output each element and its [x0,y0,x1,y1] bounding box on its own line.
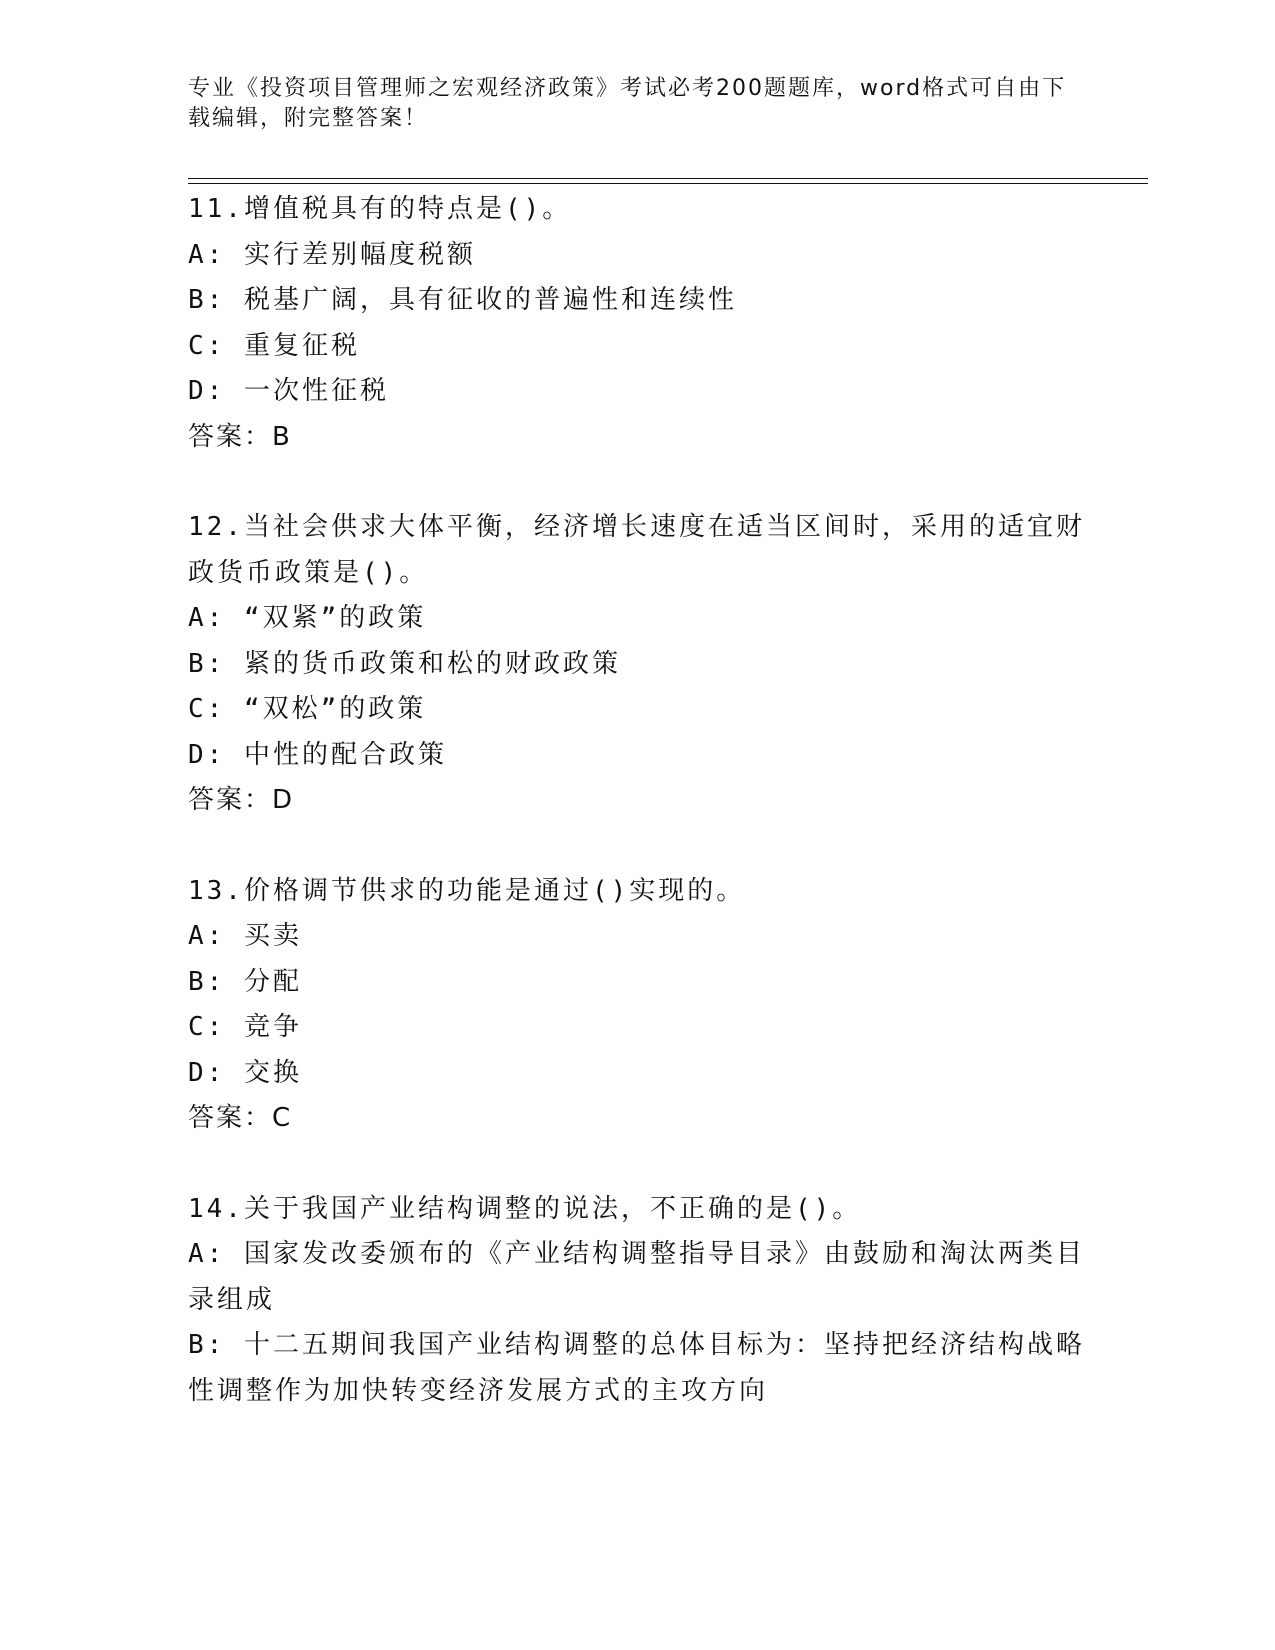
option-c: C: 竞争 [188,1012,302,1042]
header-divider-bottom [188,183,1148,184]
answer-line: 答案：D [188,785,295,815]
option-a: A: 国家发改委颁布的《产业结构调整指导目录》由鼓励和淘汰两类目录组成 [188,1239,1085,1315]
option-b: B: 紧的货币政策和松的财政政策 [188,648,621,679]
option-d: D: 中性的配合政策 [188,739,447,770]
question-stem: 11.增值税具有的特点是()。 [188,194,572,224]
option-a: A: “双紧”的政策 [188,603,427,633]
question-13 [188,869,1088,1142]
answer-line: 答案：C [188,1103,293,1133]
option-d: D: 交换 [188,1057,302,1088]
answer-line: 答案：B [188,421,292,452]
option-b: B: 税基广阔，具有征收的普遍性和连续性 [188,285,737,315]
option-d: D: 一次性征税 [188,376,389,406]
option-c: C: 重复征税 [188,330,360,361]
option-b: B: 十二五期间我国产业结构调整的总体目标为：坚持把经济结构战略性调整作为加快转变经济发展方式的主攻方向 [188,1330,1085,1406]
option-c: C: “双松”的政策 [188,694,427,724]
question-stem: 14.关于我国产业结构调整的说法，不正确的是()。 [188,1193,862,1224]
question-stem: 13.价格调节供求的功能是通过()实现的。 [188,875,746,906]
question-12 [188,505,1088,824]
document-header: 专业《投资项目管理师之宏观经济政策》考试必考200题题库，word格式可自由下载编辑，附完整答案！ [188,76,1067,131]
question-list [188,187,1088,1459]
question-14 [188,1187,1088,1415]
question-stem: 12.当社会供求大体平衡，经济增长速度在适当区间时，采用的适宜财政货币政策是()。 [188,512,1085,588]
header-divider-top [188,178,1148,179]
option-a: A: 买卖 [188,921,302,951]
question-11 [188,187,1088,460]
option-a: A: 实行差别幅度税额 [188,239,476,270]
option-b: B: 分配 [188,966,302,997]
